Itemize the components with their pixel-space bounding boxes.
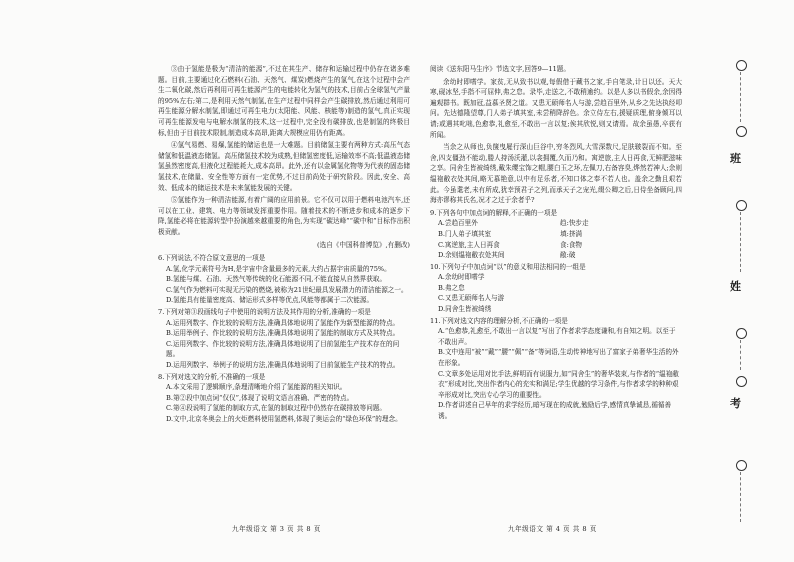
option-c: C.运用列数字、作比较的说明方法,准确具体地说明了目前氢能生产技术存在的问题。 [166, 339, 400, 359]
option-pair-b [438, 229, 682, 240]
page-footer-left: 九年级语文 第 3 页 共 8 页 [232, 525, 321, 533]
question-9 [430, 208, 682, 261]
passage-paragraph-1: 余幼时即嗜学。家贫,无从致书以观,每假借于藏书之家,手自笔录,计日以还。天大寒,砚冰坚,手指不可屈伸,弗之怠。录毕,走送之,不敢稍逾约。以是人多以书假余,余因得遍观群书。既加冠,益慕圣贤之道。又患无硕师名人与游,尝趋百里外,从乡之先达执经叩问。先达德隆望尊,门人弟子填其室,未尝稍降辞色。余立侍左右,援疑质理,俯身倾耳以请;或遇其叱咄,色愈恭,礼愈至,不敢出一言以复;俟其欣悦,则又请焉。故余虽愚,卒获有所闻。 [430, 77, 682, 139]
option-sentence: C.寓逆旅,主人日再食 [438, 240, 500, 249]
reading-intro: 阅读《送东阳马生序》节选文字,回答9—11题。 [430, 65, 570, 73]
binding-hole [736, 60, 747, 71]
option-b: B.运用举例子、作比较的说明方法,准确具体地说明了氢能的制取方式及其特点。 [166, 329, 400, 338]
question-stem: 10.下列句子中加点词“以”的意义和用法相同的一组是 [430, 262, 586, 271]
question-7 [158, 307, 410, 371]
option-c: C.氢气作为燃料可实现无污染的燃烧,被称为21世纪最具发展潜力的清洁能源之一。 [166, 285, 408, 294]
option-b: B.氢能与煤、石油、天然气等传统的化石能源不同,不能直接从自然界获取。 [166, 275, 387, 284]
binding-dashed-line [740, 340, 742, 370]
passage-paragraph-2: 当余之从师也,负箧曳屣行深山巨谷中,穷冬烈风,大雪深数尺,足肤皲裂而不知。至舍,四支僵劲不能动,媵人持汤沃灌,以衾拥覆,久而乃和。寓逆旅,主人日再食,无鲜肥滋味之享。同舍生皆被绮绣,戴朱缨宝饰之帽,腰白玉之环,左佩刀,右备容臭,烨然若神人;余则缊袍敝衣处其间,略无慕艳意,以中有足乐者,不知口体之奉不若人也。盖余之勤且艰若此。今虽耄老,未有所成,犹幸预君子之列,而承天子之宠光,缀公卿之后,日侍坐备顾问,四海亦谬称其氏名,况才之过于余者乎? [430, 143, 682, 205]
question-stem: 8.下列对选文的分析,不准确的一项是 [158, 372, 266, 381]
binding-label: 考 [730, 397, 741, 410]
question-6 [158, 253, 410, 306]
option-d: D.文中,北京冬奥会上的火炬燃料使用氢燃料,体现了奥运会的“绿色环保”的理念。 [166, 415, 402, 423]
question-10 [430, 262, 682, 315]
option-sentence: B.门人弟子填其室 [438, 229, 492, 238]
binding-dashed-line [740, 72, 742, 122]
binding-hole [736, 376, 747, 387]
binding-dashed-line [740, 212, 742, 272]
option-d: D.氢能具有能量密度高、储运形式多样等优点,风能等都属于二次能源。 [166, 296, 374, 305]
option-gloss: 趋:快步走 [560, 219, 589, 228]
option-a: A.氢,化学元素符号为H,是宇宙中含量最多的元素,大约占据宇宙质量的75%。 [166, 264, 391, 273]
question-stem: 9.下列各句中加点词的解释,不正确的一项是 [430, 208, 558, 217]
option-b: B.第②段中加点词“仅仅”,体现了说明文语言准确、严密的特点。 [166, 393, 354, 402]
option-sentence: A.尝趋百里外 [438, 219, 478, 228]
question-stem: 11.下列对选文内容的理解分析,不正确的一项是 [430, 316, 568, 325]
right-column [430, 64, 682, 422]
option-a: A.余幼时即嗜学 [438, 273, 485, 282]
option-d: D.同舍生皆被绮绣 [438, 305, 492, 314]
option-pair-d [438, 250, 682, 261]
paragraph-5: ⑤氢能作为一种清洁能源,有着广阔的应用前景。它不仅可以用于燃料电池汽车,还可以在工业、建筑、电力等领域发挥重要作用。随着技术的不断进步和成本的逐步下降,氢能必将在能源转型中扮演越来越重要的角色,为实现“碳达峰”“碳中和”目标作出积极贡献。 [158, 196, 410, 236]
left-column [158, 64, 410, 425]
option-gloss: 填:挤满 [560, 229, 583, 238]
binding-label: 姓 [730, 280, 741, 293]
option-d: D.作者讲述自己早年的求学经历,暗写现在的成就,勉励后学,感情真挚诚恳,循循善诱。 [438, 401, 672, 420]
binding-hole [736, 200, 747, 211]
option-d: D.运用列数字、举例子的说明方法,准确具体地说明了目前氢能生产技术的特点。 [166, 361, 400, 370]
option-b: B.文中连用“被”“戴”“腰”“佩”“备”等词语,生动传神地写出了富家子弟奢华生活的外在形象。 [438, 348, 679, 368]
page-footer-right: 九年级语文 第 4 页 共 8 页 [508, 525, 597, 533]
option-b: B.弗之怠 [438, 283, 465, 292]
paragraph-4: ④氢气易燃、易爆,氢能的储运也是一大难题。目前储氢主要有两种方式:高压气态储氢和低温液态储氢。高压储氢技术较为成熟,但储氢密度低,运输效率不高;低温液态储氢虽然密度高,但液化过程能耗大,成本高昂。此外,还有以金属氢化物等为代表的固态储氢技术,在储量、安全性等方面有一定优势,不过目前尚处于研究阶段。因此,安全、高效、低成本的储运技术是未来氢能发展的关键。 [158, 141, 410, 192]
option-pair-a [438, 218, 682, 229]
option-a: A.本文采用了逻辑顺序,条理清晰地介绍了氢能源的相关知识。 [166, 383, 347, 392]
question-8 [158, 372, 410, 425]
binding-hole [736, 328, 747, 339]
option-pair-c [438, 240, 682, 251]
option-c: C.文章多处运用对比手法,鲜明而有说服力,如“同舍生”的奢华装束,与作者的“缊袍敝衣”形成对比,突出作者内心的充实和满足;学生优越的学习条件,与作者求学的种种艰辛形成对比,突出专心学习的重要性。 [438, 369, 679, 399]
source-note: (选自《中国科普博览》,有删改) [317, 240, 410, 249]
binding-margin [720, 60, 760, 530]
option-a: A.运用列数字、作比较的说明方法,准确具体地说明了氢能作为新型能源的特点。 [166, 318, 400, 327]
question-stem: 6.下列说法,不符合原文意思的一项是 [158, 254, 266, 263]
option-c: C.第④段说明了氢能的制取方式,在氢的制取过程中仍然存在碳排放等问题。 [166, 404, 387, 413]
option-gloss: 食:食物 [560, 240, 583, 249]
option-a: A.“色愈恭,礼愈至,不敢出一言以复”写出了作者求学态度谦和,有自知之明。以至于不敢出声。 [438, 327, 676, 346]
question-11 [430, 316, 682, 422]
binding-dashed-line [740, 472, 742, 522]
option-gloss: 敝:破 [560, 251, 576, 260]
option-c: C.又患无硕师名人与游 [438, 294, 505, 303]
binding-hole [736, 126, 747, 137]
paragraph-3: ③由于氢能是极为“清洁的能源”,不过在其生产、储存和运输过程中仍存在诸多难题。目前,主要通过化石燃料(石油、天然气、煤炭)燃烧产生的氢气,在这个过程中会产生二氧化碳,然后再利用可再生能源产生的电能转化为氢气的技术,目前占全球氢气产量的95%左右;第二,是利用天然气制氢,在生产过程中同样会产生碳排放,然后通过利用可再生能源分解水制氢,即通过可再生电力(太阳能、风能、核能等)制造的氢气,真正实现可再生能源发电与电解水制氢的技术,这一过程中,完全没有碳排放,也是制氢的终极目标,但由于目前技术限制,制造成本高昂,距离大规模应用仍有距离。 [158, 65, 410, 137]
binding-hole [736, 460, 747, 471]
option-sentence: D.余则缊袍敝衣处其间 [438, 251, 505, 260]
question-stem: 7.下列对第③段画线句子中使用的说明方法及其作用的分析,准确的一项是 [158, 308, 371, 317]
binding-label: 班 [730, 152, 741, 165]
